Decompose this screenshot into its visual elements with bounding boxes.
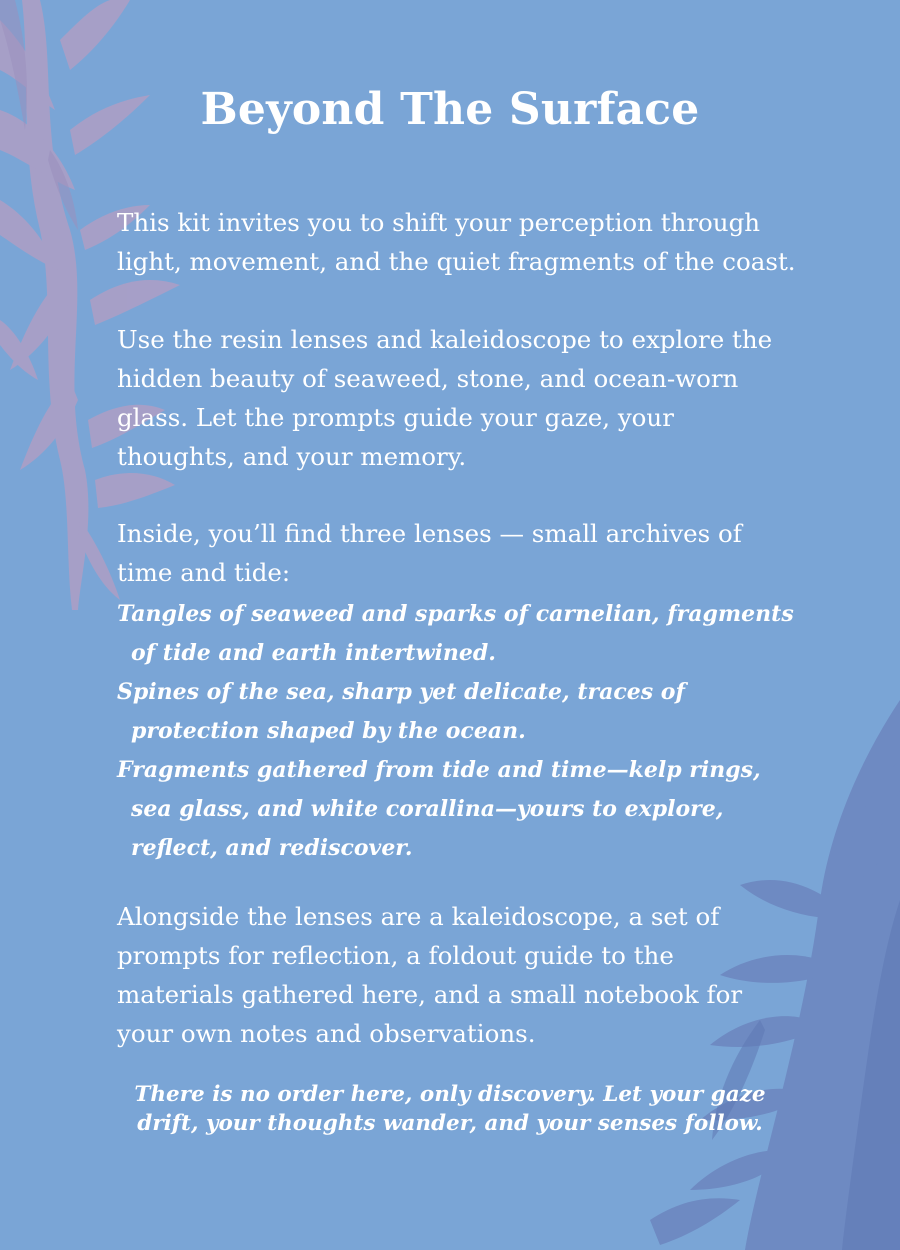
- inside-intro: Inside, you’ll find three lenses — small archives of time and tide:: [117, 519, 742, 587]
- intro-paragraph-2: Use the resin lenses and kaleidoscope to explore the hidden beauty of seaweed, stone, and ocean-worn glass. Let the prompts guide your gaze, your thoughts, and your memory.: [117, 325, 773, 471]
- lens-list: [117, 595, 797, 868]
- intro-paragraph-1: This kit invites you to shift your perception through light, movement, and the quiet fragments of the coast.: [117, 208, 796, 276]
- lens-description-1: Tangles of seaweed and sparks of carnelian, fragments of tide and earth intertwined.: [117, 601, 794, 666]
- contents-paragraph: Alongside the lenses are a kaleidoscope, a set of prompts for reflection, a foldout guide to the materials gathered here, and a small notebook for your own notes and observations.: [117, 902, 743, 1048]
- page-title: Beyond The Surface: [200, 84, 700, 135]
- lens-description-2: Spines of the sea, sharp yet delicate, traces of protection shaped by the ocean.: [117, 679, 685, 744]
- lens-description-3: Fragments gathered from tide and time—kelp rings, sea glass, and white corallina—yours to explore, reflect, and rediscover.: [117, 757, 761, 861]
- closing-note: There is no order here, only discovery. Let your gaze drift, your thoughts wander, and your senses follow.: [134, 1082, 766, 1136]
